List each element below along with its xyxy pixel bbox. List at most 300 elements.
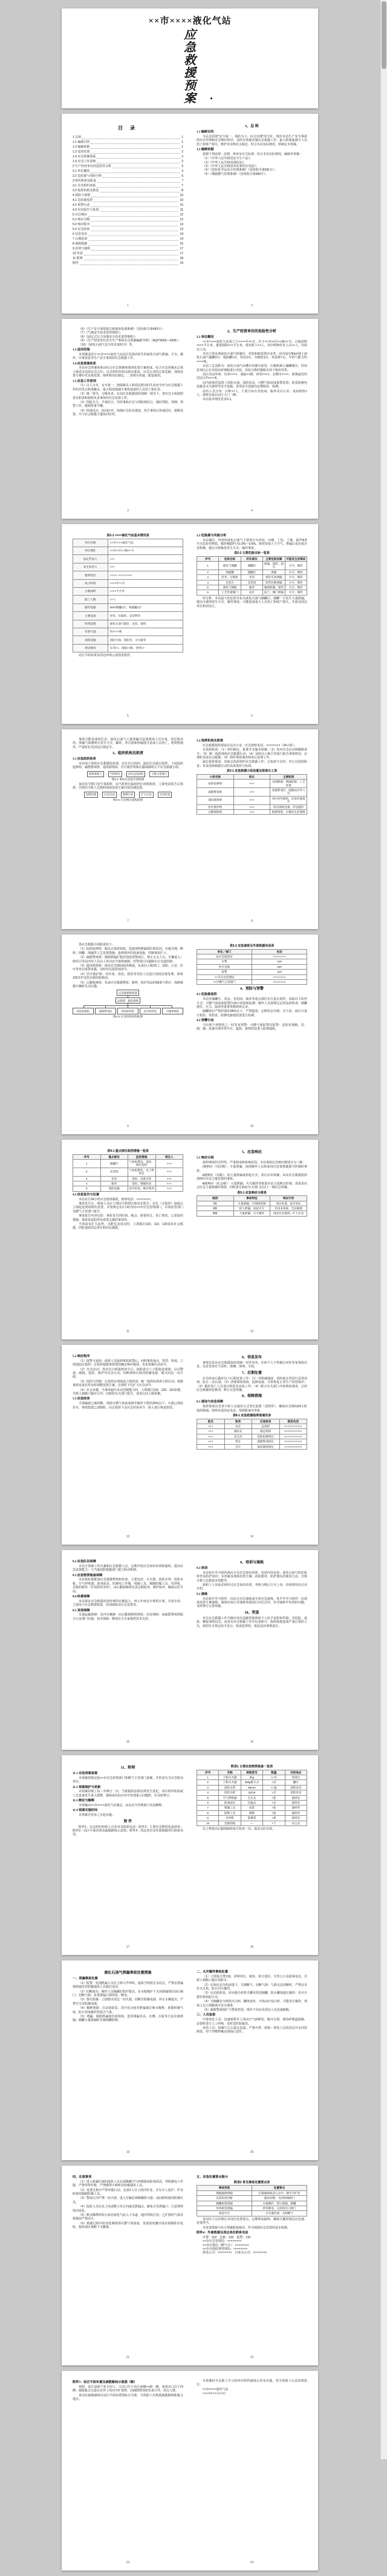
table-row bbox=[73, 579, 183, 587]
page-number: 14 bbox=[250, 1535, 254, 1539]
org-sub-box: 总指挥、副总指挥 bbox=[115, 997, 140, 1004]
page-columns bbox=[62, 319, 318, 519]
table-header-cell: 应急职务 bbox=[252, 1419, 280, 1424]
table-cell: 火灾、爆炸 bbox=[285, 590, 307, 595]
table-header-row bbox=[197, 1770, 307, 1775]
table-cell: ××××××××××× bbox=[279, 1434, 307, 1439]
table-cell: 对讲机 bbox=[219, 1816, 241, 1821]
document-page-2 bbox=[62, 114, 318, 314]
table-cell: 抢险抢修组长 bbox=[252, 1434, 280, 1439]
paragraph: ××市××××液化气站 bbox=[203, 2387, 229, 2391]
paragraph: （4）医疗救护组：对中毒、冻伤、烧伤等受伤人员进行现场急救处理，联系120并护送伤员到医院救治。 bbox=[73, 972, 183, 981]
list-line: （9）《生产经营单位安全生产事故应急预案编制导则》（AQ/T9002—2006）； bbox=[79, 339, 181, 343]
subsection-heading: 8.4 经费保障 bbox=[73, 1595, 90, 1599]
table-cell-label: 储存设施 bbox=[73, 603, 108, 611]
toc-leader bbox=[100, 211, 178, 212]
table-cell: 5 bbox=[197, 585, 219, 590]
table-cell: 较大泄漏、初起火灾 bbox=[233, 1206, 270, 1211]
table-cell: 防毒面具 bbox=[219, 1800, 241, 1805]
toc-page-number: 1 bbox=[181, 145, 183, 149]
paragraph: 各岗位疏散路线以站区平面布置图标注为准，全体职工应熟悉疏散路线和集合地点。 bbox=[73, 2393, 183, 2402]
paragraph: 本预案自发布之日起实施。 bbox=[79, 1813, 115, 1818]
table-cell: 气体报警仪、电子秤检定 bbox=[128, 1168, 156, 1176]
paragraph: 本站按标准配备应急救援物资和装备，主要包括：灭火器、消防水带、消防水枪、空气呼吸器、防毒面具、防静电工作服、堵漏工具、铜制防爆工具、对讲机、急救药箱等（详见附件清单），由后勤保障组负责定期检查、维护保养，确保完好可用。 bbox=[73, 1578, 183, 1594]
toc-entry-label: 8 保障措施 bbox=[73, 242, 88, 246]
table-row bbox=[73, 1181, 183, 1186]
toc-leader bbox=[88, 235, 178, 236]
subsection-heading: 4.3 信息报告与处置 bbox=[73, 1192, 100, 1197]
paragraph: 经分析，本站最大的危险目标为液化石油气储罐区。储罐一旦发生大量泄漏，遇点火源将发生火灾、爆炸事故，可能造成重大人员伤亡和财产损失，并波及周边单位和居民区。 bbox=[197, 596, 307, 608]
scrollbar-track[interactable] bbox=[380, 0, 387, 2459]
table-cell: ××× bbox=[233, 809, 270, 814]
table-header-cell: 监控措施 bbox=[128, 1154, 156, 1159]
table-cell-label: 占地面积 bbox=[73, 587, 108, 595]
table-row bbox=[73, 644, 183, 652]
table-row bbox=[197, 1775, 307, 1779]
page-columns bbox=[62, 1550, 318, 1750]
table-cell: 1 bbox=[197, 1775, 219, 1779]
toc-entry bbox=[73, 208, 183, 212]
table-row bbox=[197, 561, 307, 570]
page-columns bbox=[62, 1140, 318, 1339]
table-cell: 充装台 bbox=[219, 580, 241, 585]
table-cell: 充装软管拉断 bbox=[197, 2196, 252, 2201]
table-cell: 消防泵房 bbox=[285, 1790, 307, 1795]
table-cell-value: ××××年××月 bbox=[108, 579, 183, 587]
toc-leader bbox=[91, 250, 178, 251]
flow-arrow-icon: → bbox=[104, 772, 108, 776]
toc-entry bbox=[73, 145, 183, 150]
table-cell: ×套 bbox=[263, 1795, 285, 1800]
page-columns bbox=[62, 1345, 318, 1545]
table-cell: 请求社会救援、扩大应急 bbox=[270, 1211, 307, 1216]
right-column-body bbox=[197, 1353, 307, 1534]
section-heading: 9、培训与演练 bbox=[239, 1561, 264, 1565]
table-cell: 5 bbox=[197, 1795, 219, 1800]
flow-box: 事故发现人 bbox=[87, 771, 104, 777]
table-cell: 启动本预案、全站救援 bbox=[270, 1206, 307, 1211]
table-row bbox=[197, 959, 307, 964]
subsection-heading: 三、人员急救 bbox=[197, 2013, 216, 2017]
table-cell: 火灾、爆炸 bbox=[285, 585, 307, 590]
toc-page-number: 1 bbox=[181, 140, 183, 144]
data-table bbox=[73, 1154, 183, 1192]
subsection-heading: 5.1 响应分级 bbox=[197, 1156, 214, 1160]
flow-box: 扩大应急 bbox=[139, 792, 154, 798]
section-heading: 11、附则 bbox=[120, 1766, 135, 1770]
table-row bbox=[197, 2201, 307, 2206]
subsection-heading: 11.2 预案维护与更新 bbox=[73, 1785, 101, 1789]
document-page-4 bbox=[62, 524, 318, 724]
list-line: ××市住建局（燃气办）：×××××××× bbox=[203, 2243, 249, 2247]
table-cell-label: 消防设施 bbox=[73, 636, 108, 644]
page-number: 19 bbox=[126, 2150, 130, 2154]
table-row bbox=[197, 796, 307, 804]
right-column bbox=[197, 1559, 307, 1744]
page-columns bbox=[62, 2166, 318, 2365]
subsection-heading: 5.2 响应程序 bbox=[73, 1355, 90, 1358]
toc-entry bbox=[73, 227, 183, 232]
table-header-cell: 规格型号 bbox=[241, 1770, 262, 1775]
page-number: 9 bbox=[127, 1125, 129, 1128]
table-cell: 火灾、爆炸 bbox=[285, 561, 307, 570]
table-cell: 消防水枪 bbox=[219, 1790, 241, 1795]
table-header-cell: 序号 bbox=[197, 556, 219, 561]
table-cell: ××× bbox=[155, 1181, 183, 1186]
table-header-cell: 处置要点 bbox=[252, 2186, 307, 2190]
right-column-body bbox=[197, 1559, 307, 1739]
table-row bbox=[197, 580, 307, 585]
document-page-10 bbox=[62, 1755, 318, 1955]
toc-entry-label: 7 后期处置 bbox=[73, 237, 88, 241]
flow-box: 先期处置 bbox=[84, 792, 99, 798]
paragraph: 新职工上岗前必须经过应急知识培训，考核合格后方可上岗；培训情况应记录存档。 bbox=[197, 1583, 307, 1591]
subsection-heading: 附件5：站区平面布置及疏散路线示意图（略） bbox=[73, 2380, 137, 2384]
left-column bbox=[73, 1764, 183, 1949]
list-line: 供电公司：×××××××× 自来水公司：×××××××× bbox=[203, 2251, 267, 2255]
paragraph: 为认真贯彻“安全第一、预防为主、综合治理”的方针，规范本站生产安全事故的应急管理和应急响应程序，及时有效地实施应急救援工作，最大程度地减少人员伤亡和财产损失，维护企业和社会稳定，结合本站实际情况，特制定本预案。 bbox=[197, 134, 307, 146]
table-caption: 表2-1 ××××液化气站基本情况表 bbox=[106, 534, 149, 537]
toc-entry-label: 4.3 信息报告与处置 bbox=[73, 208, 99, 212]
toc-page-number: 7 bbox=[181, 179, 183, 183]
toc-page-number: 13 bbox=[180, 223, 183, 226]
list-line: （4）《危险化学品安全管理条例》（国务院令第591号）； bbox=[203, 168, 278, 172]
toc-entry bbox=[73, 242, 183, 246]
toc-page-number: 3 bbox=[181, 165, 183, 168]
table-cell: 消防设施 bbox=[100, 1186, 128, 1191]
table-cell: 医疗救护组 bbox=[197, 804, 234, 809]
flow-arrow-icon: → bbox=[135, 792, 139, 797]
page-number: 3 bbox=[127, 509, 129, 513]
right-column bbox=[197, 1764, 307, 1949]
table-header-row bbox=[73, 1154, 183, 1159]
left-column bbox=[73, 533, 183, 718]
scrollbar-thumb[interactable] bbox=[382, 1, 386, 69]
table-cell: 值班室 bbox=[285, 1800, 307, 1805]
flow-box: 应急结束 bbox=[158, 792, 172, 798]
toc-entry-label: 1.5 应急工作原则 bbox=[73, 160, 96, 163]
table-row bbox=[73, 1159, 183, 1168]
paragraph: （4）社会求援：当事故超出本站控制能力时，立即拨打119、120、110求援，并派人到路口接应引导；向政府有关部门报告，请求启动上级预案。 bbox=[73, 1388, 183, 1396]
toc-entry-label: 1.2 编制依据 bbox=[73, 145, 90, 149]
page-number: 1 bbox=[127, 304, 129, 307]
table-cell: ××× bbox=[197, 1439, 225, 1444]
table-cell: ×套 bbox=[263, 1806, 285, 1810]
subsection-heading: 9.1 培训 bbox=[197, 1566, 208, 1570]
table-cell: 消防泵房 bbox=[285, 1785, 307, 1790]
table-cell: ×部 bbox=[263, 1816, 285, 1821]
table-row bbox=[197, 2206, 307, 2210]
page-number: 2 bbox=[251, 304, 253, 307]
left-column-body bbox=[73, 2174, 183, 2354]
right-column-body bbox=[197, 1764, 307, 1944]
table-cell: 4 bbox=[197, 1790, 219, 1795]
table-cell: 正压式 bbox=[241, 1795, 262, 1800]
list-line: ××市市场监督管理局：×××××××× bbox=[203, 2247, 248, 2251]
left-column bbox=[73, 1148, 183, 1333]
table-cell: ××× bbox=[233, 780, 270, 788]
table-cell: 值班室 bbox=[285, 1795, 307, 1800]
toc-entry-label: 5 应急响应 bbox=[73, 213, 88, 217]
toc-leader bbox=[91, 172, 180, 173]
table-cell: 瓶库 bbox=[241, 585, 262, 590]
right-column-body bbox=[197, 1969, 307, 2149]
page-number: 17 bbox=[126, 1945, 130, 1949]
table-cell: 35kg推车式 bbox=[241, 1780, 262, 1785]
flow-box: 上级主管部门 bbox=[149, 771, 169, 777]
paragraph: 本站保证应急救援所需经费的足额投入，列入年度安全费用计划，专款专用，主要用于应急物资购置、培训演练及应急处置等。 bbox=[73, 1599, 183, 1608]
table-cell: 储罐区 bbox=[241, 561, 262, 570]
right-column-body bbox=[197, 122, 307, 303]
toc-entry bbox=[73, 246, 183, 251]
toc-entry-label: 6 信息发布 bbox=[73, 232, 88, 236]
paragraph: ××××年××月××日 bbox=[203, 2392, 226, 2396]
table-row bbox=[197, 1810, 307, 1815]
cover-title-char: 案 bbox=[184, 91, 196, 105]
paragraph: 本预案适用于××市××××液化气站站区范围内发生的液化石油气泄漏、火灾、爆炸、中毒窒息等生产安全事故的应急救援工作。 bbox=[73, 352, 183, 361]
right-column bbox=[197, 1969, 307, 2154]
table-header-cell: 主要危险因素 bbox=[263, 556, 285, 561]
section-heading: 5、应急响应 bbox=[241, 1151, 262, 1154]
toc-entry bbox=[73, 183, 183, 188]
table-header-cell: 名称 bbox=[219, 1770, 241, 1775]
table-header-cell: 组长 bbox=[233, 774, 270, 779]
table-cell: ××× bbox=[197, 1424, 225, 1428]
table-cell: 烃泵、压缩机 bbox=[219, 575, 241, 580]
section-heading: 附 件 bbox=[123, 1819, 132, 1824]
section-heading: 2、生产经营单位的危险性分析 bbox=[227, 330, 276, 334]
paragraph: 事故报告内容包括：事故发生的时间、地点、简要经过、伤亡情况、已采取的措施、事故发展趋势及需要支援的事项等。 bbox=[73, 1214, 183, 1222]
table-cell: ××× bbox=[155, 1186, 183, 1191]
table-cell: 瓶库 bbox=[100, 1181, 128, 1186]
flow-arrow-icon: → bbox=[99, 792, 102, 797]
table-header-cell: 序号 bbox=[73, 1154, 101, 1159]
paragraph: 本站实行24小时应急值班制度，值班电话：××××××××。 bbox=[79, 1197, 154, 1201]
paragraph: （3）指挥与控制：总指挥在现场设立指挥部，统一指挥协调各小组行动；根据事故发展态势及时调整处置方案，必要时下达扩大应急命令。 bbox=[73, 1379, 183, 1388]
paragraph: 当泄漏源已被切断、现场可燃气体浓度降至爆炸下限的25%以下、火源已彻底扑灭、事故隐患已消除时，由总指挥下达应急结束命令，转入善后恢复阶段。 bbox=[73, 1402, 183, 1410]
table-row bbox=[197, 979, 307, 984]
subsection-heading: 附件4：外部救援及周边单位联系电话 bbox=[197, 2230, 249, 2235]
table-cell: 抢险抢修组 bbox=[197, 780, 234, 788]
table-cell: 残液罐 bbox=[219, 570, 241, 574]
table-cell: 10 bbox=[197, 1821, 219, 1825]
table-row bbox=[197, 1790, 307, 1795]
toc-page-number: 10 bbox=[180, 194, 183, 197]
paragraph: 本站应急预案体系由综合应急预案和现场处置方案构成。综合应急预案从总体上阐述本站的应急方针、应急组织结构及相应职责、应急行动的总体思路；现场处置方案针对具体装置、场所和岗位制定，二者相互衔接、配套使用。 bbox=[73, 366, 183, 378]
subsection-heading: 11.1 应急预案备案 bbox=[73, 1772, 98, 1775]
table-row bbox=[197, 1821, 307, 1825]
paragraph: （6）救援过程中密切监测现场可燃气体浓度，发现浓度骤升或出现爆炸征兆时，指挥部应果断下令撤离。 bbox=[73, 2221, 183, 2230]
table-cell: 火灾、爆炸 bbox=[285, 575, 307, 580]
table-row bbox=[197, 974, 307, 979]
table-row bbox=[197, 1434, 307, 1439]
table-cell: 站长 bbox=[224, 1424, 252, 1428]
toc-page-number: 13 bbox=[180, 228, 183, 231]
table-cell: 8kg bbox=[241, 1775, 262, 1779]
toc-leader bbox=[88, 216, 178, 217]
toc-entry bbox=[73, 154, 183, 159]
figure-caption: 图3-1 事故信息报告流程图 bbox=[111, 777, 145, 781]
table-header-row bbox=[197, 949, 307, 954]
table-cell: 防爆工具 bbox=[219, 1810, 241, 1815]
paragraph: 各应急救援小组职责如下： bbox=[79, 943, 115, 947]
table-row bbox=[73, 547, 183, 554]
table-header-cell: 所在部位 bbox=[241, 556, 262, 561]
table-header-row bbox=[197, 1196, 307, 1201]
table-cell: 通讯联络组 bbox=[197, 796, 234, 804]
table-cell: 副总指挥 bbox=[252, 1429, 280, 1434]
toc-entry bbox=[73, 232, 183, 237]
org-chart bbox=[73, 990, 183, 1014]
paragraph: 本站全体职工均为兼职应急救援人员，定期开展应急知识培训和演练，提高应急处置能力；与当地消防救援部门建立联动机制。 bbox=[73, 1564, 183, 1572]
table-row bbox=[197, 1439, 307, 1444]
subsection-heading: 11.4 预案实施时间 bbox=[73, 1809, 98, 1813]
list-line: （2）《中华人民共和国消防法》； bbox=[203, 160, 247, 165]
table-cell: 120 bbox=[252, 964, 307, 969]
subsection-heading: 1.5 应急工作原则 bbox=[73, 379, 96, 383]
left-column bbox=[73, 2174, 183, 2359]
section-heading: 10、奖惩 bbox=[244, 1611, 259, 1615]
table-caption: 表5-1 应急响应分级表 bbox=[237, 1191, 267, 1195]
table-cell: 泄漏 bbox=[263, 570, 285, 574]
paragraph: 站内人员分布：白班××人，主要分布在充装间、瓶库及办公室；夜间值班×人，值班室设在站区大门一侧。 bbox=[197, 389, 307, 398]
table-cell: ××市应急管理局 bbox=[197, 974, 252, 979]
paragraph: Ⅲ级响应（社会级）：大量泄漏、火灾爆炸等依靠本站力量难以控制，需请求社会应急力量救援的事故，同时报告政府有关部门启动上一级应急预案。 bbox=[197, 1181, 307, 1190]
table-header-cell: 可能发生的事故 bbox=[285, 556, 307, 561]
list-line: （3）《中华人民共和国突发事件应对法》； bbox=[203, 165, 259, 169]
page-columns bbox=[62, 1755, 318, 1955]
flow-arrow-icon: → bbox=[117, 792, 120, 797]
document-page-8 bbox=[62, 1345, 318, 1545]
table-row bbox=[197, 1800, 307, 1805]
paragraph: 事故可能造成的危害：液化石油气大量泄漏可造成现场人员中毒、窒息和冻伤；泄漏气体遇明火发生火灾、爆炸，冲击波和热辐射可造成人员伤亡、建筑物损坏，严重时危及周边区域安全。 bbox=[73, 738, 183, 749]
table-caption: 表2-2 主要危险目标一览表 bbox=[234, 551, 270, 556]
toc-entry bbox=[73, 217, 183, 222]
toc-entry bbox=[73, 261, 183, 266]
table-cell: ××××××××××× bbox=[279, 1424, 307, 1428]
table-row bbox=[197, 1211, 307, 1216]
table-cell: 火警 bbox=[197, 959, 252, 964]
subsection-heading: 1.4 应急预案体系 bbox=[73, 361, 96, 366]
data-table bbox=[197, 1770, 307, 1826]
table-cell-value: 消防水池、消防泵、灭火器等 bbox=[108, 636, 183, 644]
table-cell: ×具 bbox=[263, 1780, 285, 1785]
toc-entry bbox=[73, 150, 183, 154]
section-heading: 1、总 则 bbox=[245, 125, 259, 128]
table-cell: 岗位处置、报告班长 bbox=[270, 1201, 307, 1206]
page-columns bbox=[62, 524, 318, 724]
toc-leader bbox=[91, 153, 180, 154]
table-row bbox=[197, 1795, 307, 1800]
table-cell: 火灾、爆炸 bbox=[285, 580, 307, 585]
table-cell: 消防水带 bbox=[219, 1785, 241, 1790]
table-header-cell: 序号 bbox=[197, 1770, 219, 1775]
table-cell: ××× bbox=[197, 1429, 225, 1434]
table-cell: 关阀断源、堵漏抢修、工艺处置 bbox=[270, 780, 307, 788]
toc-leader bbox=[91, 221, 178, 222]
table-cell: 6 bbox=[197, 590, 219, 595]
list-line: （8）《固定式压力容器安全技术监察规程》； bbox=[79, 335, 138, 339]
table-cell: 罐区 bbox=[285, 1780, 307, 1785]
table-caption: 附表1 主要应急物资装备一览表 bbox=[230, 1765, 273, 1769]
right-column bbox=[197, 1353, 307, 1539]
toc-entry bbox=[73, 222, 183, 227]
cover-title-char: 应 bbox=[184, 27, 196, 42]
toc-entry-label: 3 组织机构及职责 bbox=[73, 179, 97, 183]
paragraph: （3）警戒区内严禁一切火源，进入车辆必须佩戴阻火器；夜间照明使用防爆灯具。 bbox=[73, 2196, 183, 2204]
paragraph: 本站储存、经营的液化石油气主要成分为丙烷、丙烯、丁烷、丁烯，属甲A类火灾危险性物质，爆炸极限约为1.5%～9.5%，相对密度大于空气，泄漏后易在低洼处积聚，遇点火源极易发生火灾、爆炸事故。 bbox=[197, 538, 307, 550]
table-cell: ××× bbox=[233, 804, 270, 809]
page-columns bbox=[62, 1960, 318, 2160]
org-leaf-row bbox=[73, 1008, 183, 1014]
paragraph: 本站主要从事液化石油气的储存、充装和瓶装供应业务，站内设有50m³地上液化石油气储罐2台、残液罐1台，烃泵2台、压缩机1台、充装秤×台，年供气能力约××××吨。 bbox=[197, 352, 307, 364]
table-cell-value: ××××—×××××××× bbox=[108, 571, 183, 579]
table-cell-value: 50m³储罐2台、残液罐1台 bbox=[108, 603, 183, 611]
toc-entry bbox=[73, 212, 183, 217]
table-row bbox=[73, 1176, 183, 1181]
toc-page-number: 2 bbox=[181, 160, 183, 163]
table-cell: 少量泄漏、可现场控制 bbox=[233, 1201, 270, 1206]
right-column-body bbox=[197, 738, 307, 918]
table-cell: 泵房 bbox=[100, 1176, 128, 1181]
toc-page-number: 2 bbox=[181, 155, 183, 159]
toc-leader bbox=[88, 245, 178, 246]
table-header-cell: 联系电话 bbox=[279, 1419, 307, 1424]
table-cell: 成套 bbox=[241, 1806, 262, 1810]
table-cell: 储罐区 bbox=[241, 570, 262, 574]
left-column bbox=[73, 1559, 183, 1744]
table-cell: 火灾、爆炸 bbox=[285, 570, 307, 574]
table-cell: 1 bbox=[197, 561, 219, 570]
table-header-cell: 小组名称 bbox=[197, 774, 234, 779]
paragraph: （1）立即报火警119，讲明单位、地址、着火部位、火势大小及联系电话，并派人到路口接应消防车。 bbox=[197, 1974, 307, 1983]
page-columns bbox=[62, 729, 318, 929]
toc-page-number: 1 bbox=[181, 136, 183, 139]
page-number: 4 bbox=[251, 509, 253, 513]
table-header-cell: 重点部位 bbox=[100, 1154, 128, 1159]
toc-page-number: 5 bbox=[181, 174, 183, 178]
paragraph: （2）应急启动：各应急小组接到命令后，按职责分工立即赶赴现场；启动警戒、疏散、抢险、救护等应急行动；切断事故区域非防爆电源，熄灭周边一切火源。 bbox=[73, 1367, 183, 1379]
paragraph: 应急结束后做好以下后期处置工作：（1）对泄漏残液、消防废水等进行妥善处理，防止二次污染；（2）清理事故现场、抢修设备，尽快恢复正常生产经营秩序；（3）做好伤亡人员善后赔偿及安抚工作；（4）配合有关部门开展事故调查，总结应急救援经验教训，修订完善预案。 bbox=[197, 1376, 307, 1393]
table-cell: ×××××××× bbox=[252, 954, 307, 959]
table-cell: 初起火灾 bbox=[197, 2211, 252, 2216]
table-row bbox=[197, 964, 307, 969]
table-row bbox=[197, 804, 307, 809]
paragraph: 本站每年至少组织两次全员应急知识培训，培训内容包括：液化石油气的危险特性及防护知识；本预案及现场处置方案；消防器材、防护器具的使用方法；自救互救与急救基本技能等。 bbox=[197, 1571, 307, 1583]
toc-entry-label: 4.2 预警行动 bbox=[73, 203, 90, 207]
table-cell: QZ19 bbox=[241, 1790, 262, 1795]
table-cell: 液化气钢瓶 bbox=[219, 585, 241, 590]
flow-arrow-icon: → bbox=[154, 792, 157, 797]
paragraph: （3）通讯联络组：保证应急期间通讯畅通，负责向上级部门、消防、公安、医疗等单位报警求援，及时传达指挥部命令。 bbox=[73, 964, 183, 972]
table-header-row bbox=[197, 556, 307, 561]
paragraph: （1）抢险抢修组：服从总指挥调度，迅速查明泄漏部位和原因，实施关阀、断料、倒罐、堵漏等工艺处置措施；抢修损坏的设备设施，控制事故扩大。 bbox=[73, 947, 183, 955]
paragraph: （2）疏散警戒组：根据泄漏扩散范围设置警戒区，禁止无关人员、车辆进入；组织引导站内外人员向上风向安全地带疏散；对警戒区内道路实行交通管制。 bbox=[73, 956, 183, 964]
table-row bbox=[197, 1429, 307, 1434]
table-cell-value: 液化石油气储存、充装、销售 bbox=[108, 620, 183, 628]
table-row bbox=[197, 954, 307, 959]
toc-page-number: 10 bbox=[180, 199, 183, 202]
cover-ink-dot-icon bbox=[210, 97, 212, 99]
right-column bbox=[197, 533, 307, 718]
table-cell: 疏散警戒组长 bbox=[252, 1439, 280, 1444]
left-column bbox=[73, 738, 183, 923]
toc-entry bbox=[73, 193, 183, 198]
table-cell: 器材库 bbox=[285, 1810, 307, 1815]
left-column-body bbox=[73, 1559, 183, 1739]
table-cell: 堵漏工具 bbox=[219, 1806, 241, 1810]
table-cell: 8 bbox=[197, 1810, 219, 1815]
